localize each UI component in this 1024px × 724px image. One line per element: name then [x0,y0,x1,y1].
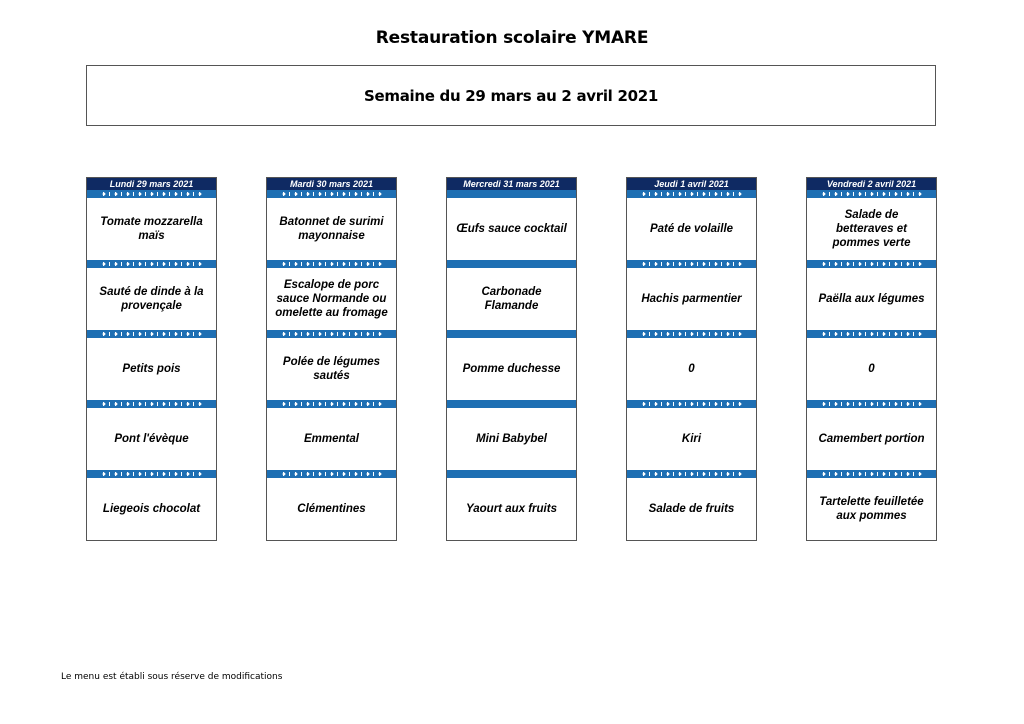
wave-pattern-icon [821,192,922,196]
decorative-band [87,400,216,408]
day-header: Lundi 29 mars 2021 [87,178,216,190]
dish-item: Pomme duchesse [462,363,561,375]
dish-item: Camembert portion [818,433,925,445]
day-column-friday [806,177,937,541]
decorative-band [807,330,936,338]
day-header: Mardi 30 mars 2021 [267,178,396,190]
dish-item: Sauté de dinde à la provençale [99,286,204,312]
wave-pattern-icon [281,262,382,266]
wave-pattern-icon [641,472,742,476]
wave-pattern-icon [281,472,382,476]
day-column-tuesday [266,177,397,541]
day-header: Mercredi 31 mars 2021 [447,178,576,190]
decorative-band [87,470,216,478]
decorative-band [627,470,756,478]
week-title: Semaine du 29 mars au 2 avril 2021 [363,86,658,105]
decorative-band [267,330,396,338]
decorative-band [627,400,756,408]
dish-item: Yaourt aux fruits [466,503,557,515]
wave-pattern-icon [101,262,202,266]
decorative-band [807,400,936,408]
wave-pattern-icon [821,402,922,406]
dish-item: Paëlla aux légumes [818,293,925,305]
decorative-band [87,330,216,338]
wave-pattern-icon [821,332,922,336]
dish-item: Tomate mozzarella maïs [100,216,203,242]
dish-item: Escalope de porc sauce Normande ou omelette au fromage [275,279,388,319]
decorative-band [447,190,576,198]
dish-item: Kiri [681,433,702,445]
decorative-band [447,260,576,268]
dish-item: 0 [868,363,875,375]
wave-pattern-icon [641,192,742,196]
footer-note: Le menu est établi sous réserve de modifications [61,672,283,682]
wave-pattern-icon [641,332,742,336]
decorative-band [807,470,936,478]
day-header: Jeudi 1 avril 2021 [627,178,756,190]
decorative-band [447,470,576,478]
wave-pattern-icon [281,402,382,406]
decorative-band [267,400,396,408]
decorative-band [807,190,936,198]
decorative-band [267,190,396,198]
decorative-band [627,260,756,268]
wave-pattern-icon [641,402,742,406]
wave-pattern-icon [641,262,742,266]
dish-item: Pont l'évèque [114,433,189,445]
wave-pattern-icon [281,332,382,336]
dish-item: Polée de légumes sautés [282,356,381,382]
dish-item: Paté de volaille [649,223,734,235]
page-title: Restauration scolaire YMARE [375,28,649,48]
dish-item: Batonnet de surimi mayonnaise [279,216,384,242]
dish-item: Petits pois [122,363,181,375]
day-column-thursday [626,177,757,541]
wave-pattern-icon [821,472,922,476]
dish-item: Tartelette feuilletée aux pommes [819,496,924,522]
decorative-band [807,260,936,268]
decorative-band [87,190,216,198]
decorative-band [627,190,756,198]
dish-item: 0 [688,363,695,375]
decorative-band [267,470,396,478]
dish-item: Mini Babybel [476,433,547,445]
dish-item: Liegeois chocolat [102,503,201,515]
day-column-wednesday [446,177,577,541]
day-column-monday [86,177,217,541]
dish-item: Salade de betteraves et pommes verte [832,209,911,249]
week-box [86,65,936,126]
dish-item: Clémentines [297,503,366,515]
wave-pattern-icon [281,192,382,196]
dish-item: Œufs sauce cocktail [456,223,567,235]
dish-item: Emmental [304,433,359,445]
wave-pattern-icon [101,402,202,406]
wave-pattern-icon [101,192,202,196]
decorative-band [447,330,576,338]
wave-pattern-icon [101,472,202,476]
decorative-band [87,260,216,268]
dish-item: Salade de fruits [648,503,735,515]
dish-item: Hachis parmentier [641,293,742,305]
decorative-band [447,400,576,408]
decorative-band [627,330,756,338]
wave-pattern-icon [101,332,202,336]
dish-item: Carbonade Flamande [481,286,542,312]
wave-pattern-icon [821,262,922,266]
decorative-band [267,260,396,268]
day-header: Vendredi 2 avril 2021 [807,178,936,190]
